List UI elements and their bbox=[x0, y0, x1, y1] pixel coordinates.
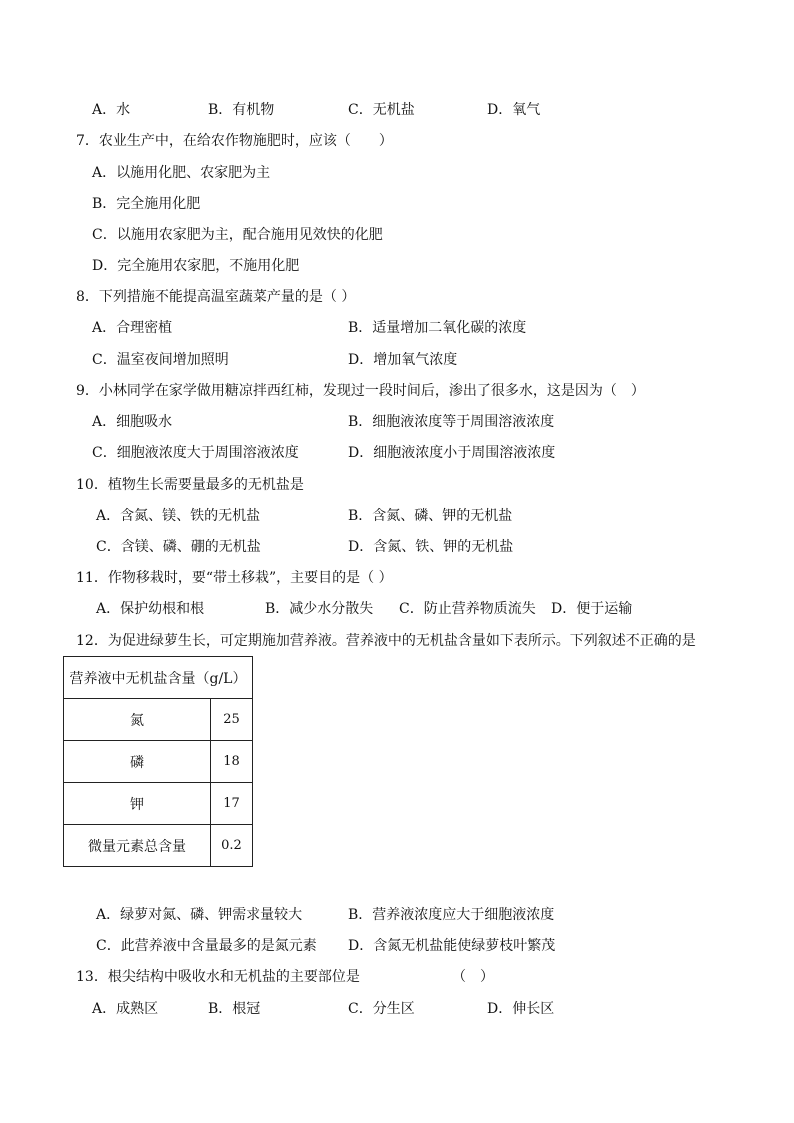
q8-stem: 8．下列措施不能提高温室蔬菜产量的是（ ） bbox=[76, 289, 356, 305]
q7-option-a: A．以施用化肥、农家肥为主 bbox=[92, 165, 271, 181]
row-name: 钾 bbox=[64, 783, 211, 825]
q13-option-a: A．成熟区 bbox=[92, 1001, 159, 1017]
q8-option-d: D．增加氧气浓度 bbox=[348, 352, 458, 368]
q6-option-c: C．无机盐 bbox=[348, 102, 415, 118]
row-value: 0.2 bbox=[211, 825, 253, 867]
table-row bbox=[64, 825, 253, 867]
q10-option-d: D．含氮、铁、钾的无机盐 bbox=[348, 539, 514, 555]
q13-option-c: C．分生区 bbox=[348, 1001, 415, 1017]
row-value: 17 bbox=[211, 783, 253, 825]
q8-option-b: B．适量增加二氧化碳的浓度 bbox=[348, 320, 527, 336]
q9-option-d: D．细胞液浓度小于周围溶液浓度 bbox=[348, 445, 556, 461]
q6-option-d: D．氧气 bbox=[487, 102, 541, 118]
q11-stem: 11．作物移栽时，要“带土移栽”，主要目的是（ ） bbox=[76, 570, 393, 586]
q13-answer-bracket: （ ） bbox=[452, 969, 494, 985]
table-row bbox=[64, 699, 253, 741]
row-name: 氮 bbox=[64, 699, 211, 741]
q12-stem: 12．为促进绿萝生长，可定期施加营养液。营养液中的无机盐含量如下表所示。下列叙述不正确的是 bbox=[76, 633, 696, 649]
row-name: 微量元素总含量 bbox=[64, 825, 211, 867]
q10-option-c: C．含镁、磷、硼的无机盐 bbox=[96, 539, 261, 555]
table-row bbox=[64, 783, 253, 825]
q13-option-b: B．根冠 bbox=[208, 1001, 261, 1017]
row-value: 25 bbox=[211, 699, 253, 741]
q11-option-a: A．保护幼根和根 bbox=[96, 601, 205, 617]
q6-option-a: A．水 bbox=[92, 102, 131, 118]
q10-option-b: B．含氮、磷、钾的无机盐 bbox=[348, 508, 513, 524]
q7-option-c: C．以施用农家肥为主，配合施用见效快的化肥 bbox=[92, 227, 383, 243]
q10-stem: 10．植物生长需要量最多的无机盐是 bbox=[76, 477, 304, 493]
q6-option-b: B．有机物 bbox=[208, 102, 275, 118]
q9-stem: 9．小林同学在家学做用糖凉拌西红柿，发现过一段时间后，渗出了很多水，这是因为（ ） bbox=[76, 383, 645, 399]
q11-option-b: B．减少水分散失 bbox=[265, 601, 374, 617]
q9-option-a: A．细胞吸水 bbox=[92, 414, 173, 430]
nutrient-table bbox=[63, 656, 253, 867]
q8-option-a: A．合理密植 bbox=[92, 320, 173, 336]
q11-option-d: D．便于运输 bbox=[551, 601, 633, 617]
row-value: 18 bbox=[211, 741, 253, 783]
q12-option-c: C．此营养液中含量最多的是氮元素 bbox=[96, 938, 317, 954]
q8-option-c: C．温室夜间增加照明 bbox=[92, 352, 229, 368]
q12-option-a: A．绿萝对氮、磷、钾需求量较大 bbox=[96, 907, 303, 923]
q11-option-c: C．防止营养物质流失 bbox=[399, 601, 536, 617]
table-header: 营养液中无机盐含量（g/L） bbox=[64, 657, 253, 699]
q7-stem: 7．农业生产中，在给农作物施肥时，应该（ ） bbox=[76, 133, 393, 149]
q9-option-b: B．细胞液浓度等于周围溶液浓度 bbox=[348, 414, 555, 430]
q7-option-b: B．完全施用化肥 bbox=[92, 196, 201, 212]
q12-option-b: B．营养液浓度应大于细胞液浓度 bbox=[348, 907, 555, 923]
row-name: 磷 bbox=[64, 741, 211, 783]
q10-option-a: A．含氮、镁、铁的无机盐 bbox=[96, 508, 261, 524]
q13-option-d: D．伸长区 bbox=[487, 1001, 555, 1017]
q13-stem: 13．根尖结构中吸收水和无机盐的主要部位是 bbox=[76, 969, 360, 985]
q12-option-d: D．含氮无机盐能使绿萝枝叶繁茂 bbox=[348, 938, 556, 954]
q9-option-c: C．细胞液浓度大于周围溶液浓度 bbox=[92, 445, 299, 461]
table-row bbox=[64, 741, 253, 783]
q7-option-d: D．完全施用农家肥，不施用化肥 bbox=[92, 258, 300, 274]
